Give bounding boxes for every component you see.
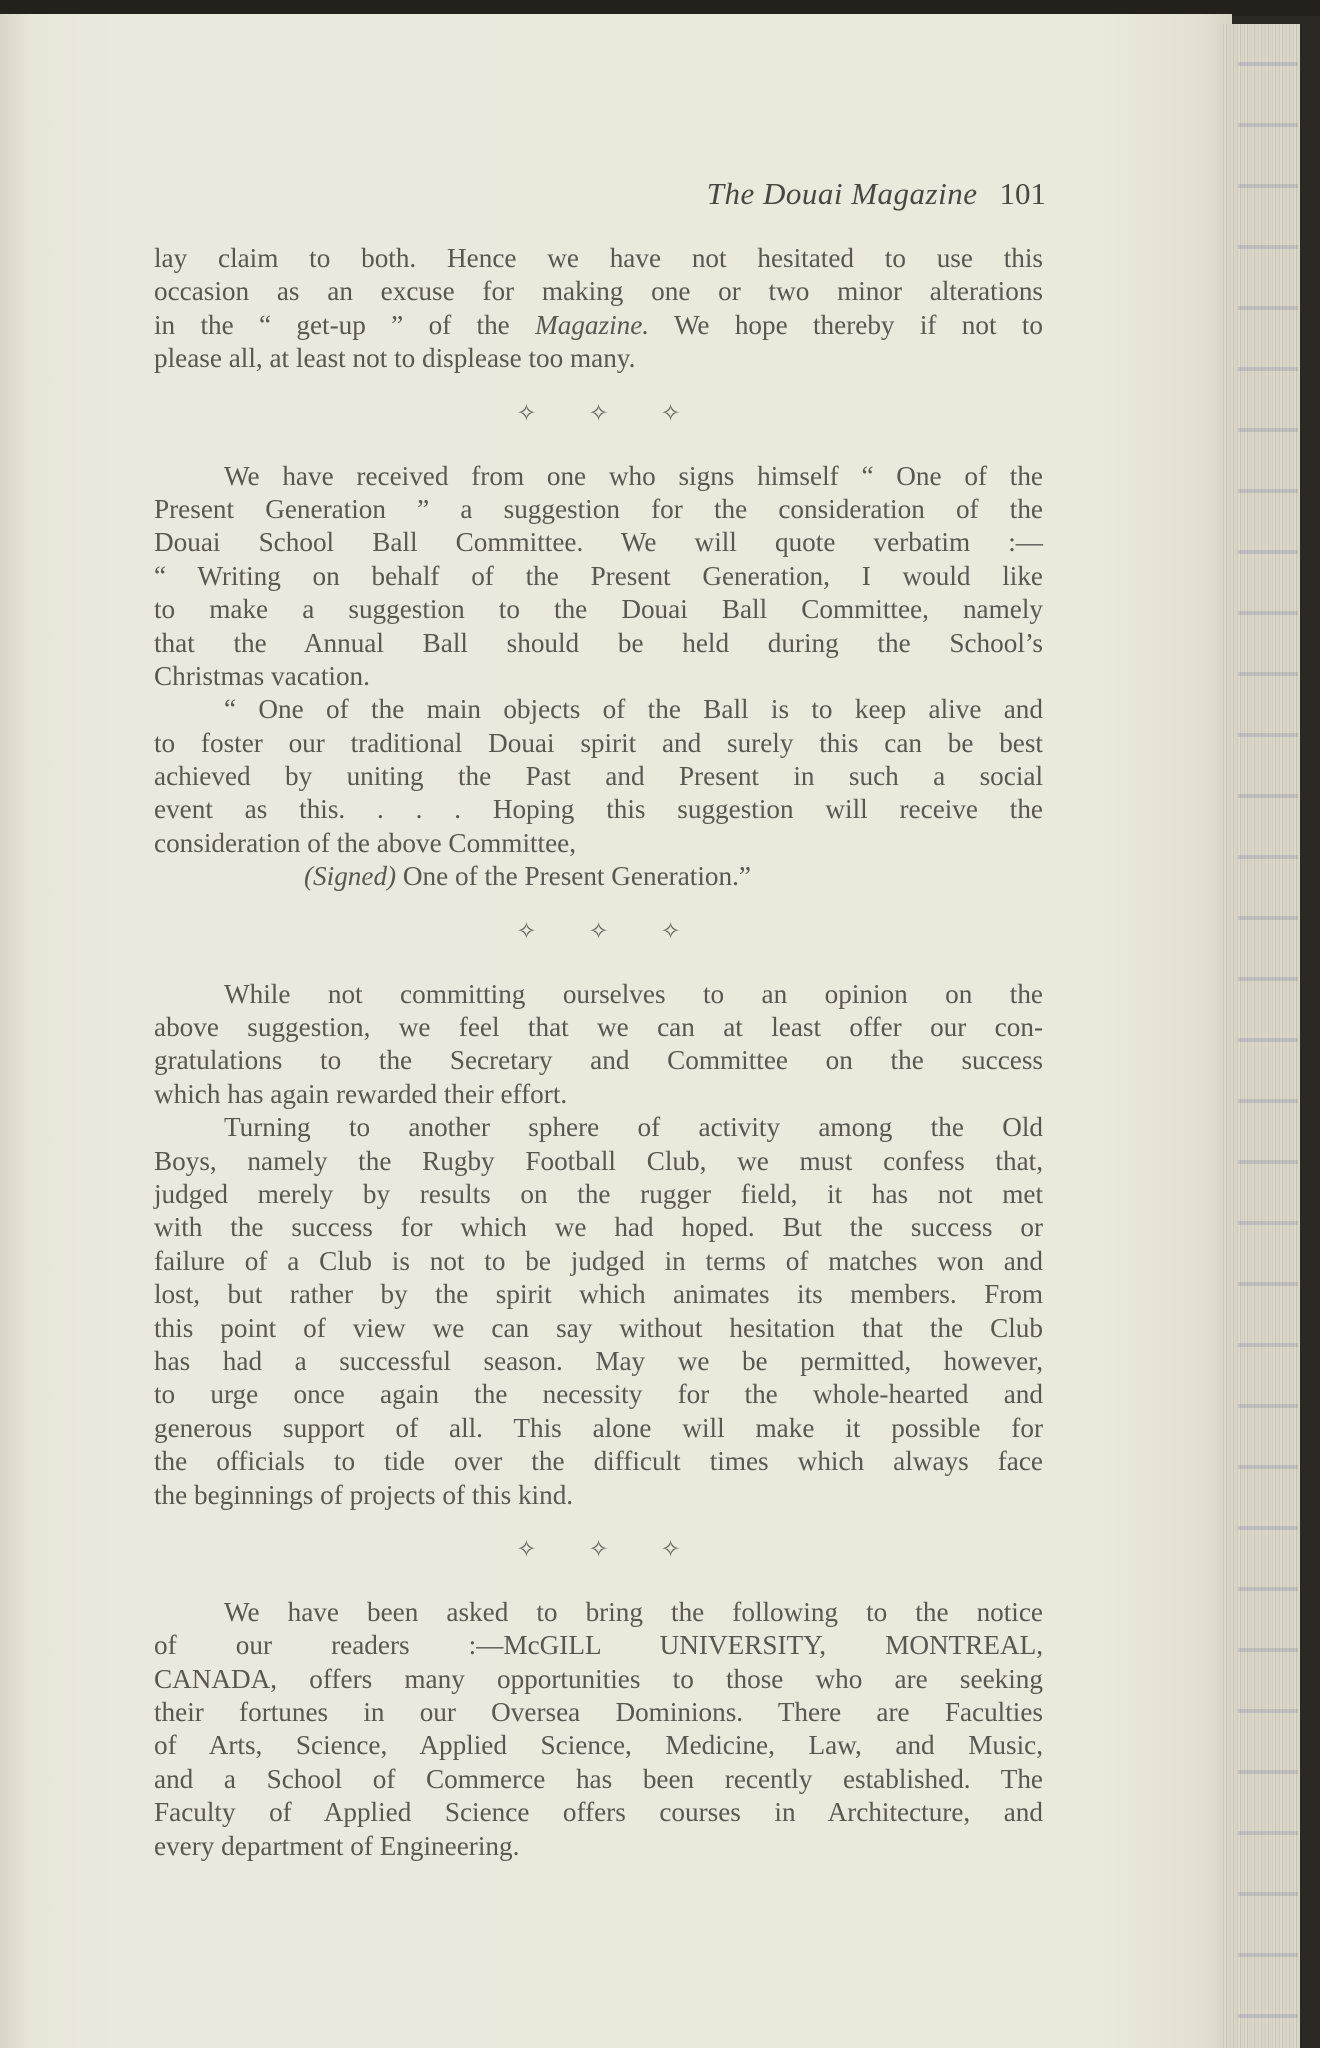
text-line: has had a successful season. May we be permitted, however, (154, 1345, 1043, 1376)
ornament-icon: ✧ (660, 400, 681, 427)
text-line: every department of Engineering. (154, 1830, 520, 1861)
text-line: their fortunes in our Oversea Dominions. There are Faculties (154, 1697, 1043, 1728)
text-line: event as this. . . . Hoping this suggestion will receive the (154, 794, 1043, 825)
text-line: achieved by uniting the Past and Present in such a social (154, 761, 1043, 792)
ornament-icon: ✧ (660, 918, 681, 945)
text-line: CANADA, offers many opportunities to those who are seeking (154, 1663, 1043, 1694)
text-line: lay claim to both. Hence we have not hesitated to use this (154, 243, 1043, 273)
signed-italic: (Signed) (304, 861, 397, 892)
fore-edge-marks (1238, 40, 1298, 2040)
paragraph-4 (154, 1596, 1043, 1863)
text-line: While not committing ourselves to an opinion on the (224, 978, 1043, 1009)
text-line: above suggestion, we feel that we can at least offer our con- (154, 1012, 1043, 1043)
text-line: Christmas vacation. (154, 660, 370, 691)
ornament-icon: ✧ (588, 400, 609, 427)
paragraph-3 (154, 978, 1043, 1512)
section-ornament (154, 910, 1043, 956)
text-line: please all, at least not to displease too many. (154, 343, 636, 374)
text-line: to make a suggestion to the Douai Ball Committee, namely (154, 594, 1043, 625)
section-ornament (154, 392, 1043, 438)
text-line: Faculty of Applied Science offers courses in Architecture, and (154, 1797, 1043, 1828)
text-line: that the Annual Ball should be held during the School’s (154, 627, 1043, 658)
text-line: the officials to tide over the difficult times which always face (154, 1446, 1043, 1477)
text-line: in the “ get-up ” of the Magazine. We hope thereby if not to (154, 309, 1043, 340)
text-line: gratulations to the Secretary and Committee on the success (154, 1045, 1043, 1076)
text-line: of our readers :—McGILL UNIVERSITY, MONTREAL, (154, 1630, 1043, 1661)
text-line: this point of view we can say without hesitation that the Club (154, 1312, 1043, 1343)
text-line: of Arts, Science, Applied Science, Medicine, Law, and Music, (154, 1730, 1043, 1761)
running-title: The Douai Magazine (706, 176, 978, 211)
text-line: Douai School Ball Committee. We will quote verbatim :— (154, 527, 1043, 558)
text-line: Boys, namely the Rugby Football Club, we must confess that, (154, 1145, 1043, 1176)
text-line: failure of a Club is not to be judged in terms of matches won and (154, 1245, 1043, 1276)
text-line: We have been asked to bring the following to the notice (224, 1596, 1043, 1627)
signature-line: (Signed) One of the Present Generation.” (304, 861, 751, 892)
ornament-icon: ✧ (516, 918, 537, 945)
text-line: lost, but rather by the spirit which animates its members. From (154, 1279, 1043, 1310)
ornament-icon: ✧ (588, 918, 609, 945)
text-line: “ One of the main objects of the Ball is to keep alive and (224, 694, 1043, 725)
running-header (0, 176, 1046, 212)
text-line: occasion as an excuse for making one or two minor alterations (154, 276, 1043, 307)
text-line: the beginnings of projects of this kind. (154, 1479, 574, 1510)
paragraph-2 (154, 460, 1043, 894)
magazine-italic: Magazine. (535, 309, 650, 340)
text-line: to foster our traditional Douai spirit and surely this can be best (154, 727, 1043, 758)
body-text (154, 242, 1043, 1863)
text-line: judged merely by results on the rugger field, it has not met (154, 1178, 1043, 1209)
text-line: to urge once again the necessity for the whole-hearted and (154, 1379, 1043, 1410)
ornament-icon: ✧ (516, 1537, 537, 1564)
text-line: consideration of the above Committee, (154, 827, 577, 858)
paragraph-1 (154, 242, 1043, 376)
text-line: We have received from one who signs himself “ One of the (224, 460, 1043, 491)
text-line: which has again rewarded their effort. (154, 1078, 568, 1109)
text-line: “ Writing on behalf of the Present Generation, I would like (154, 560, 1043, 591)
text-line: and a School of Commerce has been recently established. The (154, 1763, 1043, 1794)
ornament-icon: ✧ (516, 400, 537, 427)
ornament-icon: ✧ (588, 1537, 609, 1564)
text-line: Turning to another sphere of activity among the Old (224, 1112, 1043, 1143)
ornament-icon: ✧ (660, 1537, 681, 1564)
section-ornament (154, 1528, 1043, 1574)
text-line: with the success for which we had hoped. But the success or (154, 1212, 1043, 1243)
text-line: Present Generation ” a suggestion for the consideration of the (154, 493, 1043, 524)
page-number: 101 (999, 176, 1046, 211)
text-line: generous support of all. This alone will make it possible for (154, 1412, 1043, 1443)
